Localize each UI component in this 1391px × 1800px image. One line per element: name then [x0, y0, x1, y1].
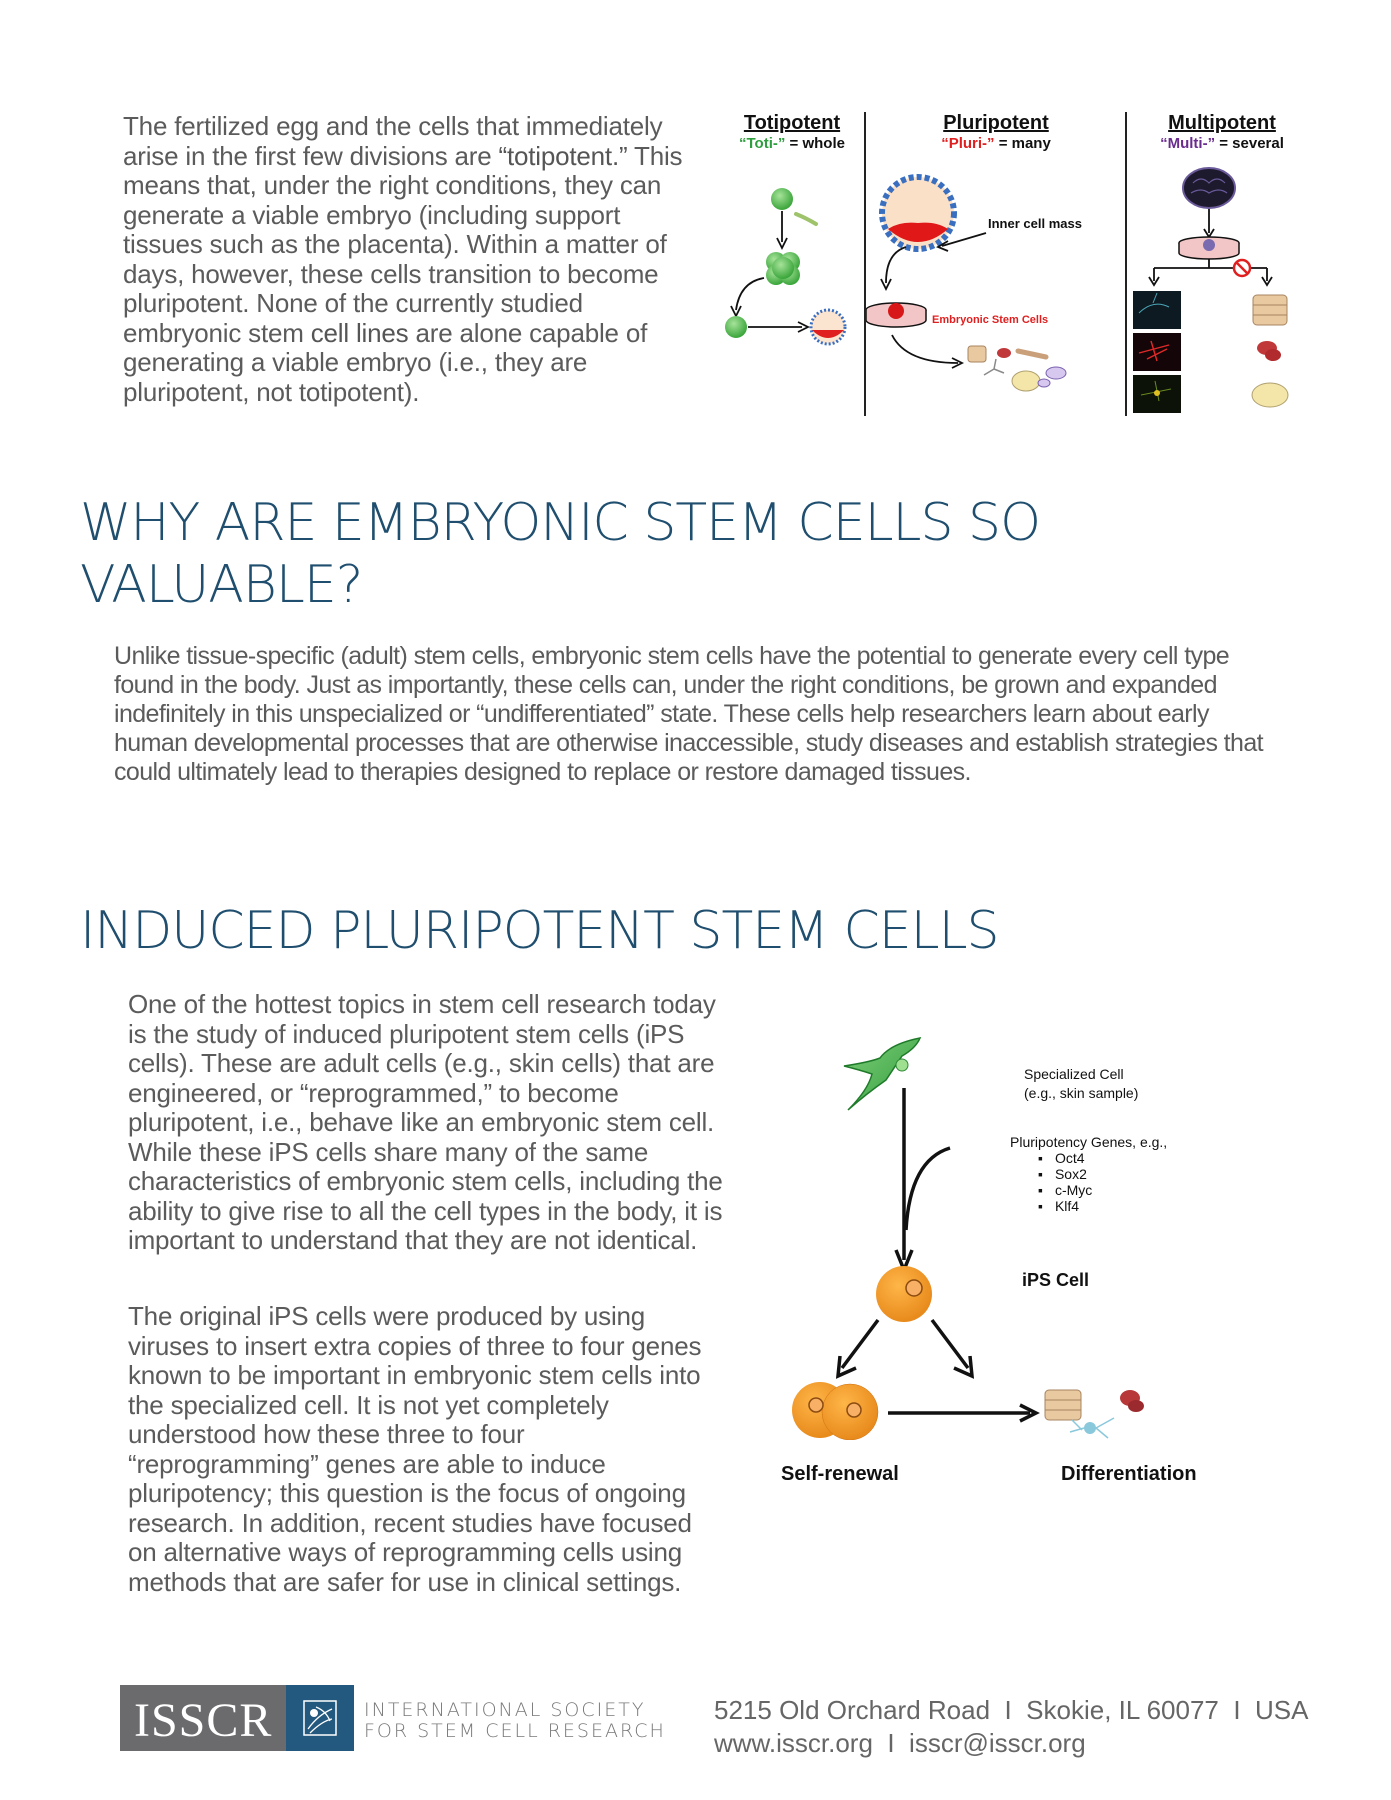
- potency-figure: [720, 108, 1320, 420]
- pluripotent-header: Pluripotent “Pluri-” = many: [941, 112, 1051, 152]
- spiral-icon: [286, 1685, 354, 1751]
- inner-cell-mass-label: Inner cell mass: [988, 216, 1082, 231]
- genes-list: [1010, 1150, 1167, 1214]
- multipotent-illustration: [1127, 163, 1317, 418]
- isscr-logo: [120, 1685, 354, 1751]
- cell-lines-term: cell lines: [310, 317, 409, 348]
- totipotent-term: “totipotent.”: [498, 140, 628, 171]
- ips-cell-label: iPS Cell: [1022, 1270, 1090, 1290]
- pluripotent-illustration: [866, 163, 1124, 418]
- logo-emblem: [286, 1685, 354, 1751]
- self-renewal-label: Self-renewal: [781, 1463, 899, 1485]
- logo-text: ISSCR: [134, 1694, 273, 1747]
- org-name: INTERNATIONAL SOCIETY FOR STEM CELL RESEARCH: [364, 1699, 666, 1742]
- totipotent-illustration: [720, 178, 864, 418]
- embryonic-stem-cells-label: Embryonic Stem Cells: [932, 314, 1049, 326]
- differentiation-label: Differentiation: [1061, 1463, 1197, 1485]
- specialized-cell-label: Specialized Cell (e.g., skin sample): [1024, 1066, 1139, 1101]
- intro-paragraph: The fertilized egg and the cells that immediately arise in the first few divisions are “totipotent.” This means that, under the right conditions, they can generate a viable embryo (including support tissues such as the placenta). Within a matter of days, however, these cells transition to become pluripotent. None of the currently studied embryonic stem cell lines are alone capable of generating a viable embryo (i.e., they are pluripotent, not totipotent).: [123, 111, 683, 407]
- section-heading-ips: INDUCED PLURIPOTENT STEM CELLS: [80, 901, 999, 961]
- section-heading-why-valuable: WHY ARE EMBRYONIC STEM CELLS SO VALUABLE?: [80, 493, 1040, 615]
- ips-diagram: [770, 1020, 1230, 1440]
- gene-item: ▪ Oct4: [1060, 1150, 1167, 1166]
- footer-contact: www.isscr.org I isscr@isscr.org: [714, 1728, 1086, 1758]
- ips-paragraph-2: The original iPS cells were produced by using viruses to insert extra copies of three to four genes known to be important in embryonic stem cells into the specialized cell. It is not yet completely understood how these three to four “reprogramming” genes are able to induce pluripotency; this question is the focus of ongoing research. In addition, recent studies have focused on alternative ways of reprogramming cells using methods that are safer for use in clinical settings.: [128, 1301, 702, 1597]
- ips-paragraph-1: One of the hottest topics in stem cell research today is the study of induced pluripotent stem cells (iPS cells). These are adult cells (e.g., skin cells) that are engineered, or “reprogrammed,” to become pluripotent, i.e., behave like an embryonic stem cell. While these iPS cells share many of the same characteristics of embryonic stem cells, including the ability to give rise to all the cell types in the body, it is important to understand that they are not identical.: [128, 989, 723, 1255]
- pluripotency-genes: Pluripotency Genes, e.g., ▪ Oct4 ▪ Sox2 ▪ c-Myc ▪ Klf4: [1010, 1134, 1167, 1214]
- gene-item: ▪ c-Myc: [1060, 1182, 1167, 1198]
- multipotent-header: Multipotent “Multi-” = several: [1160, 112, 1284, 152]
- why-valuable-paragraph: Unlike tissue-specific (adult) stem cells, embryonic stem cells have the potential to generate every cell type found in the body. Just as importantly, these cells can, under the right conditions, be grown and expanded indefinitely in this unspecialized or “undifferentiated” state. These cells help researchers learn about early human developmental processes that are otherwise inaccessible, study diseases and establish strategies that could ultimately lead to therapies designed to replace or restore damaged tissues.: [114, 642, 1263, 786]
- gene-item: ▪ Klf4: [1060, 1198, 1167, 1214]
- footer-address: 5215 Old Orchard Road I Skokie, IL 60077 I USA: [714, 1695, 1309, 1725]
- totipotent-header: Totipotent “Toti-” = whole: [739, 112, 845, 152]
- gene-item: ▪ Sox2: [1060, 1166, 1167, 1182]
